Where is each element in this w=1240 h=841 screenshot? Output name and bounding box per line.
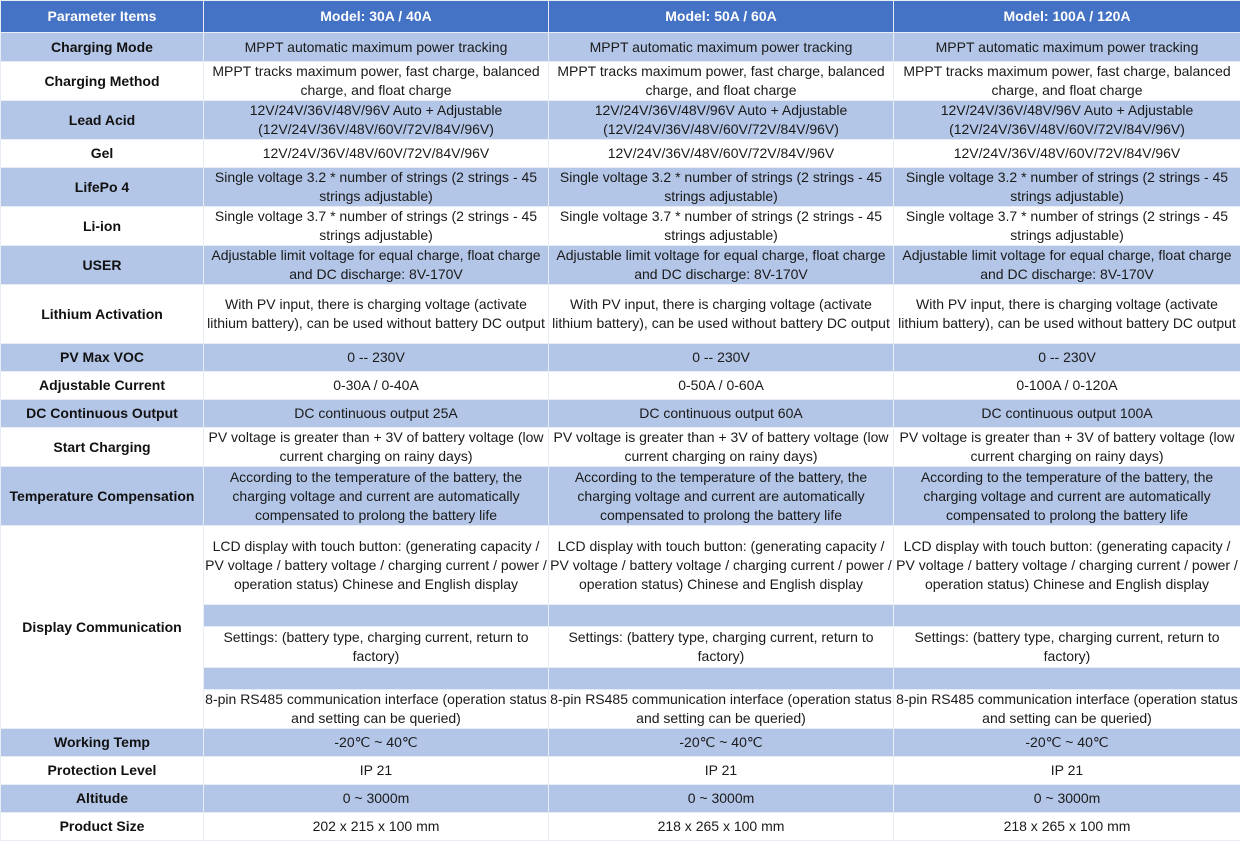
row-label: Lithium Activation [1,285,204,344]
row-user [1,246,1240,285]
cell-value: 0 ~ 3000m [204,785,549,813]
spacer-cell [204,605,549,627]
cell-value: Single voltage 3.7 * number of strings (2 strings - 45 strings adjustable) [204,207,549,246]
row-label: DC Continuous Output [1,400,204,428]
cell-value: With PV input, there is charging voltage (activate lithium battery), can be used without battery DC output [204,285,549,344]
row-label: Adjustable Current [1,372,204,400]
header-row [1,1,1240,33]
row-label: Working Temp [1,729,204,757]
header-model-100a-120a: Model: 100A / 120A [894,1,1240,33]
row-label: USER [1,246,204,285]
cell-value: PV voltage is greater than + 3V of battery voltage (low current charging on rainy days) [204,428,549,467]
cell-value: 202 x 215 x 100 mm [204,813,549,841]
row-label: Charging Mode [1,33,204,62]
cell-value: IP 21 [894,757,1240,785]
row-label: Product Size [1,813,204,841]
row-lithium-activation [1,285,1240,344]
row-lifepo4 [1,168,1240,207]
row-gel [1,140,1240,168]
cell-value: 0 -- 230V [894,344,1240,372]
cell-value: MPPT tracks maximum power, fast charge, balanced charge, and float charge [894,62,1240,101]
cell-value: Adjustable limit voltage for equal charge, float charge and DC discharge: 8V-170V [894,246,1240,285]
cell-value: -20℃ ~ 40℃ [894,729,1240,757]
row-li-ion [1,207,1240,246]
row-label: Charging Method [1,62,204,101]
cell-value: MPPT automatic maximum power tracking [204,33,549,62]
cell-value: Settings: (battery type, charging current, return to factory) [204,627,549,668]
cell-value: Adjustable limit voltage for equal charge, float charge and DC discharge: 8V-170V [549,246,894,285]
cell-value: 8-pin RS485 communication interface (operation status and setting can be queried) [549,690,894,729]
row-working-temp [1,729,1240,757]
row-product-size [1,813,1240,841]
cell-value: DC continuous output 60A [549,400,894,428]
cell-value: 0-100A / 0-120A [894,372,1240,400]
row-label: Display Communication [1,526,204,729]
cell-value: LCD display with touch button: (generating capacity / PV voltage / battery voltage / charging current / power / operation status) Chinese and English display [204,526,549,605]
cell-value: 0 ~ 3000m [894,785,1240,813]
header-parameter-items: Parameter Items [1,1,204,33]
header-model-30a-40a: Model: 30A / 40A [204,1,549,33]
cell-value: 12V/24V/36V/48V/96V Auto + Adjustable (12V/24V/36V/48V/60V/72V/84V/96V) [204,101,549,140]
cell-value: -20℃ ~ 40℃ [204,729,549,757]
cell-value: Single voltage 3.2 * number of strings (2 strings - 45 strings adjustable) [204,168,549,207]
cell-value: With PV input, there is charging voltage (activate lithium battery), can be used without battery DC output [894,285,1240,344]
cell-value: MPPT automatic maximum power tracking [894,33,1240,62]
cell-value: 218 x 265 x 100 mm [894,813,1240,841]
row-label: Gel [1,140,204,168]
cell-value: According to the temperature of the battery, the charging voltage and current are automatically compensated to prolong the battery life [894,467,1240,526]
row-adjustable-current [1,372,1240,400]
cell-value: LCD display with touch button: (generating capacity / PV voltage / battery voltage / charging current / power / operation status) Chinese and English display [549,526,894,605]
cell-value: According to the temperature of the battery, the charging voltage and current are automatically compensated to prolong the battery life [549,467,894,526]
row-dc-continuous-output [1,400,1240,428]
cell-value: 0 ~ 3000m [549,785,894,813]
cell-value: According to the temperature of the battery, the charging voltage and current are automatically compensated to prolong the battery life [204,467,549,526]
cell-value: With PV input, there is charging voltage (activate lithium battery), can be used without battery DC output [549,285,894,344]
row-display-communication [1,526,1240,605]
row-label: Li-ion [1,207,204,246]
spacer-cell [894,605,1240,627]
cell-value: Adjustable limit voltage for equal charge, float charge and DC discharge: 8V-170V [204,246,549,285]
cell-value: Settings: (battery type, charging current, return to factory) [549,627,894,668]
row-label: LifePo 4 [1,168,204,207]
cell-value: 8-pin RS485 communication interface (operation status and setting can be queried) [894,690,1240,729]
row-label: PV Max VOC [1,344,204,372]
cell-value: Settings: (battery type, charging current, return to factory) [894,627,1240,668]
spacer-cell [549,668,894,690]
row-charging-method [1,62,1240,101]
row-label: Lead Acid [1,101,204,140]
spacer-cell [549,605,894,627]
cell-value: IP 21 [204,757,549,785]
cell-value: 0-50A / 0-60A [549,372,894,400]
cell-value: Single voltage 3.2 * number of strings (2 strings - 45 strings adjustable) [549,168,894,207]
cell-value: 0 -- 230V [549,344,894,372]
cell-value: Single voltage 3.7 * number of strings (2 strings - 45 strings adjustable) [894,207,1240,246]
cell-value: 12V/24V/36V/48V/96V Auto + Adjustable (12V/24V/36V/48V/60V/72V/84V/96V) [549,101,894,140]
header-model-50a-60a: Model: 50A / 60A [549,1,894,33]
cell-value: PV voltage is greater than + 3V of battery voltage (low current charging on rainy days) [549,428,894,467]
row-label: Protection Level [1,757,204,785]
row-pv-max-voc [1,344,1240,372]
cell-value: 0 -- 230V [204,344,549,372]
row-altitude [1,785,1240,813]
row-label: Start Charging [1,428,204,467]
cell-value: Single voltage 3.2 * number of strings (2 strings - 45 strings adjustable) [894,168,1240,207]
cell-value: MPPT tracks maximum power, fast charge, balanced charge, and float charge [549,62,894,101]
cell-value: DC continuous output 100A [894,400,1240,428]
row-label: Temperature Compensation [1,467,204,526]
cell-value: IP 21 [549,757,894,785]
cell-value: 12V/24V/36V/48V/60V/72V/84V/96V [549,140,894,168]
cell-value: Single voltage 3.7 * number of strings (2 strings - 45 strings adjustable) [549,207,894,246]
row-start-charging [1,428,1240,467]
spacer-cell [204,668,549,690]
cell-value: DC continuous output 25A [204,400,549,428]
cell-value: 218 x 265 x 100 mm [549,813,894,841]
row-label: Altitude [1,785,204,813]
cell-value: 12V/24V/36V/48V/96V Auto + Adjustable (12V/24V/36V/48V/60V/72V/84V/96V) [894,101,1240,140]
cell-value: MPPT automatic maximum power tracking [549,33,894,62]
row-temperature-compensation [1,467,1240,526]
cell-value: -20℃ ~ 40℃ [549,729,894,757]
cell-value: LCD display with touch button: (generating capacity / PV voltage / battery voltage / charging current / power / operation status) Chinese and English display [894,526,1240,605]
cell-value: PV voltage is greater than + 3V of battery voltage (low current charging on rainy days) [894,428,1240,467]
cell-value: 12V/24V/36V/48V/60V/72V/84V/96V [204,140,549,168]
row-charging-mode [1,33,1240,62]
cell-value: 8-pin RS485 communication interface (operation status and setting can be queried) [204,690,549,729]
cell-value: 12V/24V/36V/48V/60V/72V/84V/96V [894,140,1240,168]
cell-value: MPPT tracks maximum power, fast charge, balanced charge, and float charge [204,62,549,101]
spacer-cell [894,668,1240,690]
row-protection-level [1,757,1240,785]
cell-value: 0-30A / 0-40A [204,372,549,400]
row-lead-acid [1,101,1240,140]
